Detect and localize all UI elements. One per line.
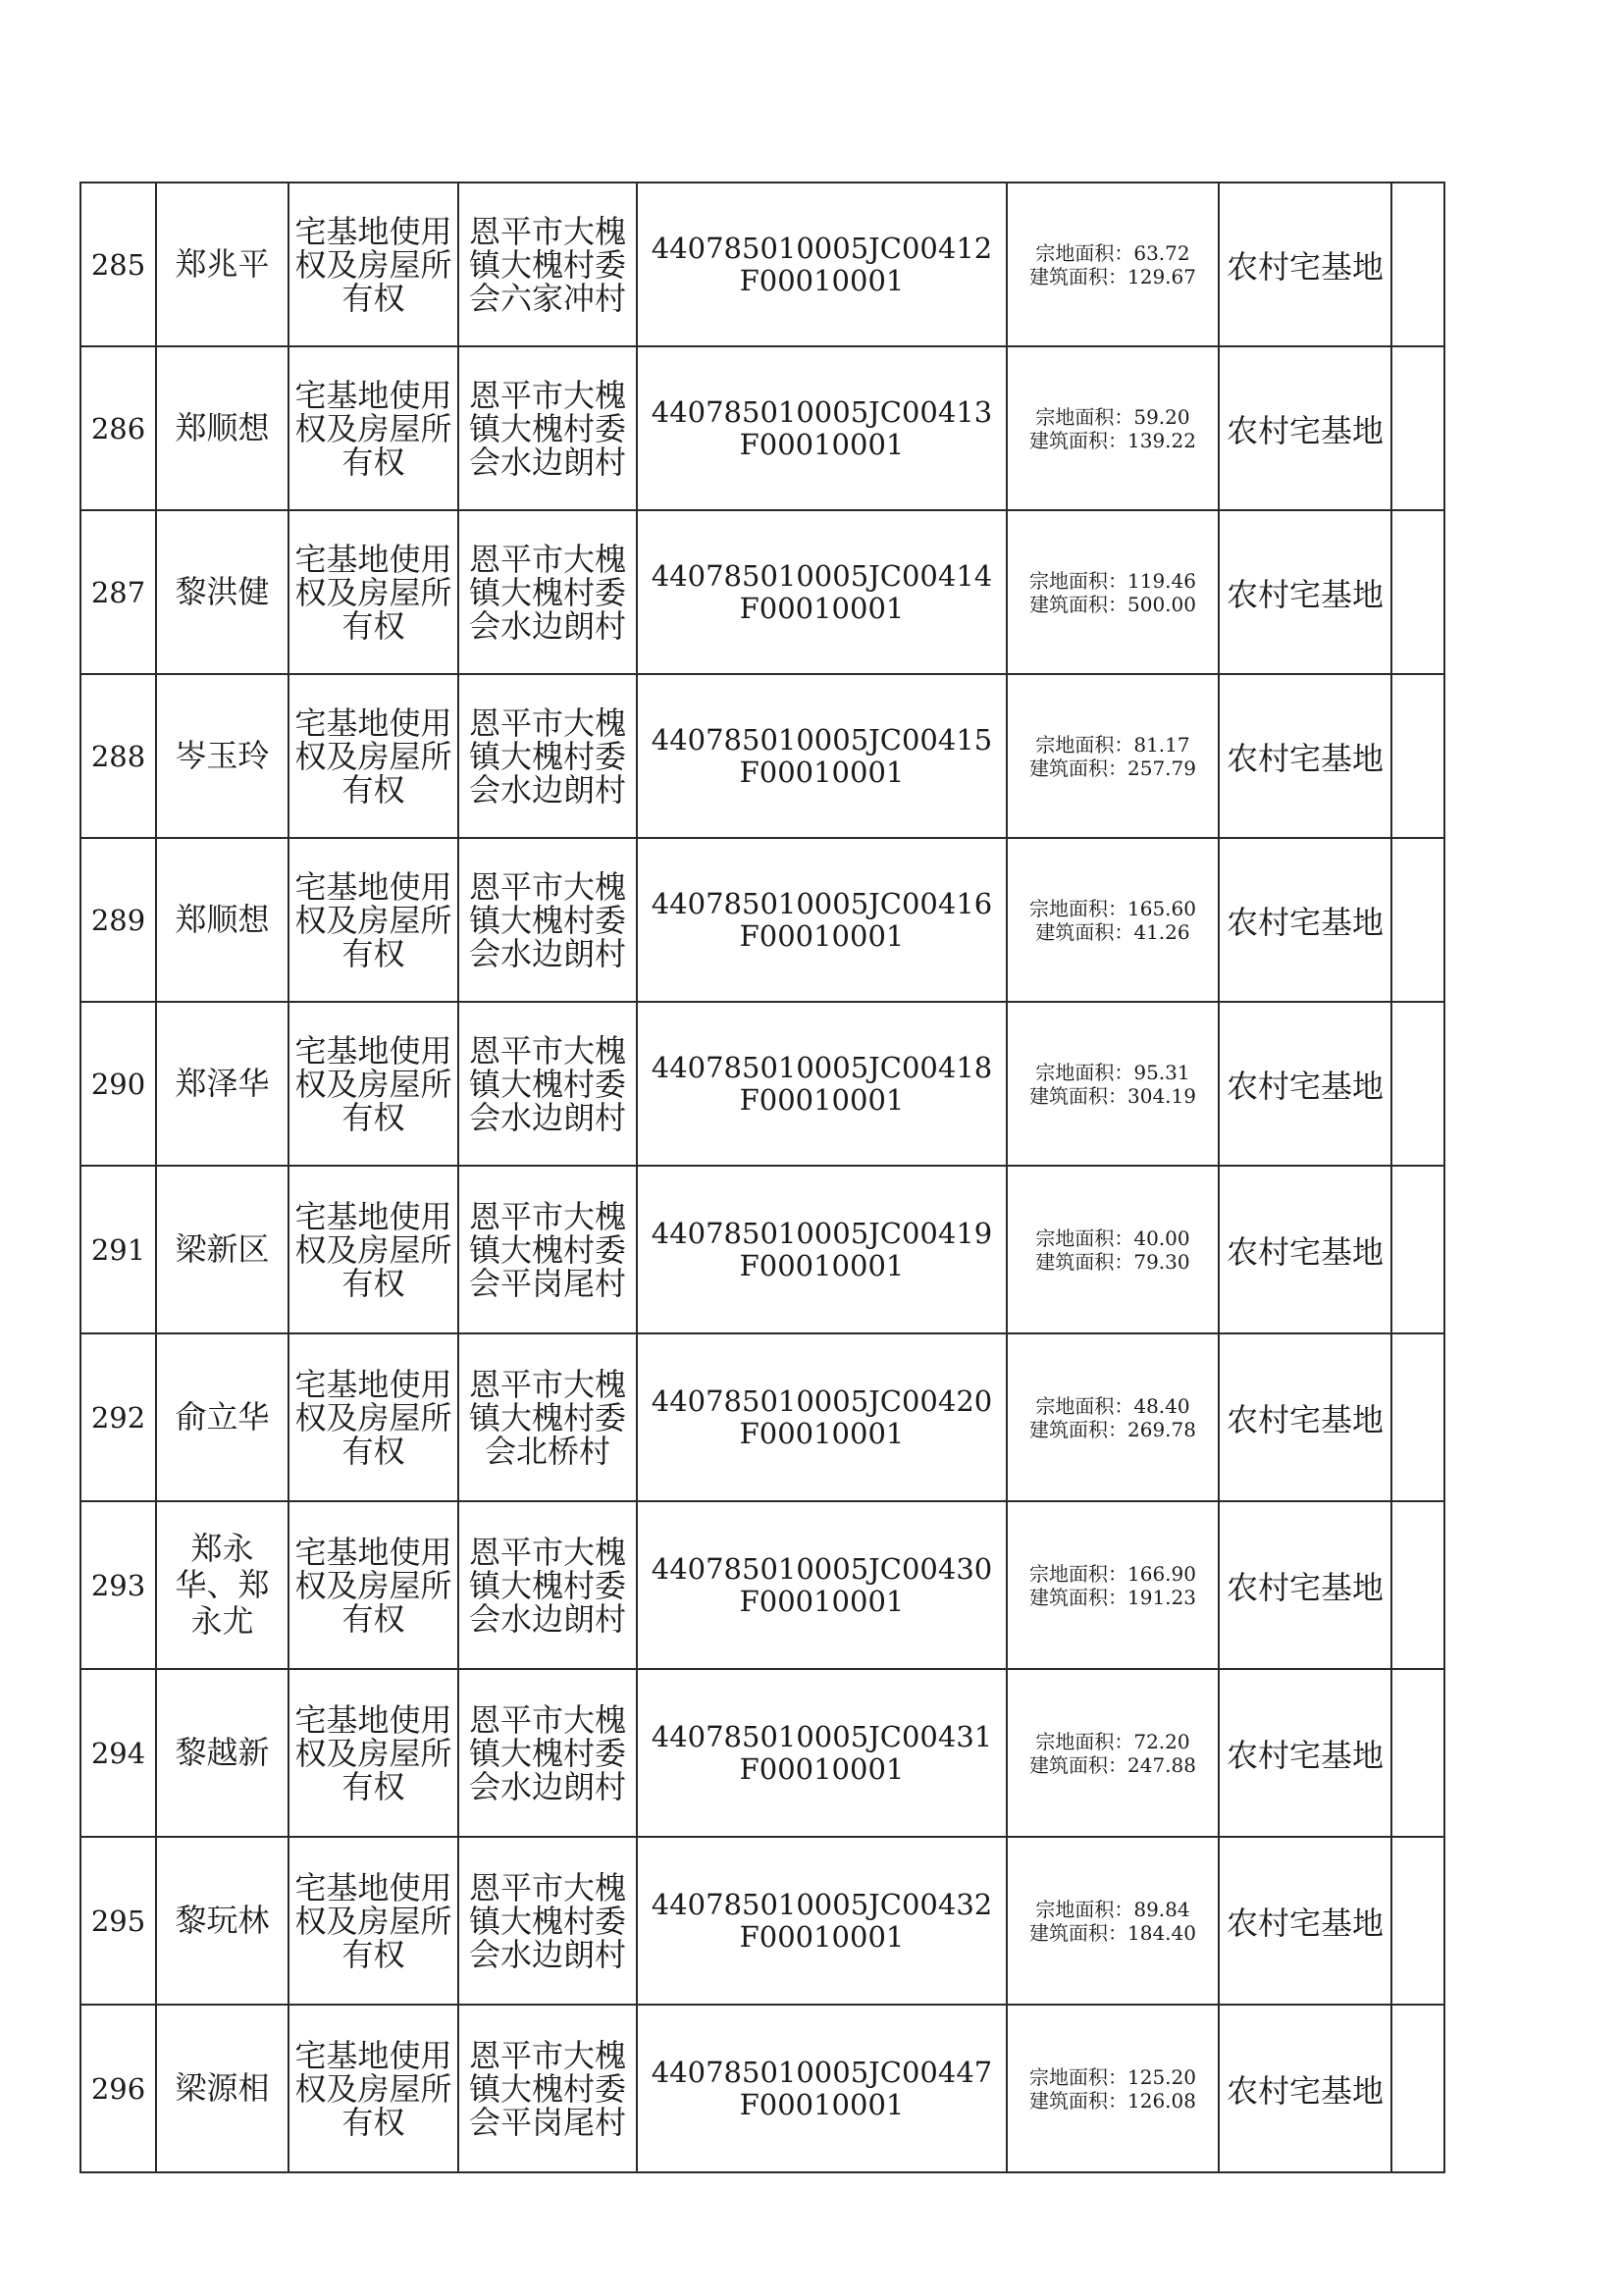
row-number: 295 [80, 1837, 156, 2005]
right-type: 宅基地使用权及房屋所有权 [288, 1669, 458, 1837]
table-row [80, 510, 1444, 674]
owner-name: 郑顺想 [156, 838, 288, 1002]
property-location: 恩平市大槐镇大槐村委会水边朗村 [458, 346, 637, 510]
table-row [80, 1166, 1444, 1333]
row-number: 294 [80, 1669, 156, 1837]
remarks-cell [1391, 510, 1444, 674]
building-area: 建筑面积：79.30 [1035, 1249, 1190, 1274]
row-number: 292 [80, 1333, 156, 1501]
land-use: 农村宅基地 [1219, 1002, 1391, 1166]
land-area: 宗地面积：125.20 [1029, 2064, 1196, 2089]
building-area: 建筑面积：269.78 [1029, 1417, 1196, 1441]
remarks-cell [1391, 183, 1444, 346]
row-number: 287 [80, 510, 156, 674]
right-type: 宅基地使用权及房屋所有权 [288, 1501, 458, 1669]
land-use: 农村宅基地 [1219, 1501, 1391, 1669]
area-cell [1007, 1166, 1219, 1333]
land-area: 宗地面积：166.90 [1029, 1561, 1196, 1586]
row-number: 286 [80, 346, 156, 510]
property-location: 恩平市大槐镇大槐村委会水边朗村 [458, 1837, 637, 2005]
right-type: 宅基地使用权及房屋所有权 [288, 183, 458, 346]
building-area: 建筑面积：129.67 [1029, 264, 1196, 288]
owner-name: 梁源相 [156, 2005, 288, 2172]
property-location: 恩平市大槐镇大槐村委会平岗尾村 [458, 1166, 637, 1333]
unit-code: 440785010005JC00447F00010001 [637, 2005, 1007, 2172]
land-use: 农村宅基地 [1219, 674, 1391, 838]
owner-name: 郑兆平 [156, 183, 288, 346]
right-type: 宅基地使用权及房屋所有权 [288, 2005, 458, 2172]
table-row [80, 1002, 1444, 1166]
land-use: 农村宅基地 [1219, 1333, 1391, 1501]
unit-code: 440785010005JC00419F00010001 [637, 1166, 1007, 1333]
table-row [80, 674, 1444, 838]
land-area: 宗地面积：40.00 [1035, 1226, 1190, 1250]
unit-code: 440785010005JC00412F00010001 [637, 183, 1007, 346]
building-area: 建筑面积：139.22 [1029, 428, 1196, 452]
table-row [80, 346, 1444, 510]
right-type: 宅基地使用权及房屋所有权 [288, 510, 458, 674]
owner-name: 郑泽华 [156, 1002, 288, 1166]
land-area: 宗地面积：72.20 [1035, 1729, 1190, 1753]
table-row [80, 1333, 1444, 1501]
remarks-cell [1391, 1669, 1444, 1837]
building-area: 建筑面积：126.08 [1029, 2088, 1196, 2113]
building-area: 建筑面积：41.26 [1035, 919, 1190, 944]
property-location: 恩平市大槐镇大槐村委会北桥村 [458, 1333, 637, 1501]
table-row [80, 183, 1444, 346]
right-type: 宅基地使用权及房屋所有权 [288, 674, 458, 838]
land-area: 宗地面积：59.20 [1035, 404, 1190, 429]
area-cell [1007, 1669, 1219, 1837]
land-area: 宗地面积：165.60 [1029, 896, 1196, 920]
land-use: 农村宅基地 [1219, 1166, 1391, 1333]
property-location: 恩平市大槐镇大槐村委会水边朗村 [458, 1002, 637, 1166]
area-cell [1007, 2005, 1219, 2172]
unit-code: 440785010005JC00432F00010001 [637, 1837, 1007, 2005]
unit-code: 440785010005JC00418F00010001 [637, 1002, 1007, 1166]
building-area: 建筑面积：304.19 [1029, 1083, 1196, 1108]
table-row [80, 1669, 1444, 1837]
remarks-cell [1391, 1333, 1444, 1501]
unit-code: 440785010005JC00420F00010001 [637, 1333, 1007, 1501]
land-area: 宗地面积：63.72 [1035, 240, 1190, 265]
remarks-cell [1391, 1002, 1444, 1166]
remarks-cell [1391, 1166, 1444, 1333]
land-area: 宗地面积：81.17 [1035, 732, 1190, 757]
property-location: 恩平市大槐镇大槐村委会平岗尾村 [458, 2005, 637, 2172]
table-row [80, 1501, 1444, 1669]
property-location: 恩平市大槐镇大槐村委会六家冲村 [458, 183, 637, 346]
building-area: 建筑面积：191.23 [1029, 1585, 1196, 1609]
area-cell [1007, 510, 1219, 674]
area-cell [1007, 1837, 1219, 2005]
owner-name: 俞立华 [156, 1333, 288, 1501]
area-cell [1007, 1501, 1219, 1669]
registration-table [79, 182, 1445, 2173]
right-type: 宅基地使用权及房屋所有权 [288, 1002, 458, 1166]
right-type: 宅基地使用权及房屋所有权 [288, 1166, 458, 1333]
row-number: 296 [80, 2005, 156, 2172]
unit-code: 440785010005JC00413F00010001 [637, 346, 1007, 510]
remarks-cell [1391, 2005, 1444, 2172]
land-area: 宗地面积：119.46 [1029, 568, 1196, 593]
table-row [80, 2005, 1444, 2172]
owner-name: 梁新区 [156, 1166, 288, 1333]
land-use: 农村宅基地 [1219, 346, 1391, 510]
owner-name: 郑顺想 [156, 346, 288, 510]
row-number: 291 [80, 1166, 156, 1333]
owner-name: 黎玩林 [156, 1837, 288, 2005]
area-cell [1007, 674, 1219, 838]
land-area: 宗地面积：95.31 [1035, 1060, 1190, 1084]
table-row [80, 838, 1444, 1002]
land-use: 农村宅基地 [1219, 1837, 1391, 2005]
land-area: 宗地面积：48.40 [1035, 1393, 1190, 1418]
area-cell [1007, 346, 1219, 510]
remarks-cell [1391, 1837, 1444, 2005]
owner-name: 黎越新 [156, 1669, 288, 1837]
area-cell [1007, 838, 1219, 1002]
unit-code: 440785010005JC00430F00010001 [637, 1501, 1007, 1669]
land-area: 宗地面积：89.84 [1035, 1897, 1190, 1921]
remarks-cell [1391, 838, 1444, 1002]
land-use: 农村宅基地 [1219, 2005, 1391, 2172]
unit-code: 440785010005JC00431F00010001 [637, 1669, 1007, 1837]
property-location: 恩平市大槐镇大槐村委会水边朗村 [458, 838, 637, 1002]
area-cell [1007, 183, 1219, 346]
building-area: 建筑面积：257.79 [1029, 756, 1196, 780]
area-cell [1007, 1002, 1219, 1166]
table-row [80, 1837, 1444, 2005]
owner-name: 岑玉玲 [156, 674, 288, 838]
unit-code: 440785010005JC00415F00010001 [637, 674, 1007, 838]
row-number: 288 [80, 674, 156, 838]
right-type: 宅基地使用权及房屋所有权 [288, 1837, 458, 2005]
land-use: 农村宅基地 [1219, 183, 1391, 346]
property-location: 恩平市大槐镇大槐村委会水边朗村 [458, 510, 637, 674]
remarks-cell [1391, 674, 1444, 838]
land-use: 农村宅基地 [1219, 510, 1391, 674]
land-use: 农村宅基地 [1219, 1669, 1391, 1837]
row-number: 293 [80, 1501, 156, 1669]
property-location: 恩平市大槐镇大槐村委会水边朗村 [458, 1669, 637, 1837]
building-area: 建筑面积：184.40 [1029, 1920, 1196, 1945]
land-use: 农村宅基地 [1219, 838, 1391, 1002]
unit-code: 440785010005JC00416F00010001 [637, 838, 1007, 1002]
right-type: 宅基地使用权及房屋所有权 [288, 346, 458, 510]
row-number: 285 [80, 183, 156, 346]
remarks-cell [1391, 1501, 1444, 1669]
building-area: 建筑面积：247.88 [1029, 1752, 1196, 1777]
building-area: 建筑面积：500.00 [1029, 592, 1196, 616]
right-type: 宅基地使用权及房屋所有权 [288, 1333, 458, 1501]
unit-code: 440785010005JC00414F00010001 [637, 510, 1007, 674]
property-location: 恩平市大槐镇大槐村委会水边朗村 [458, 1501, 637, 1669]
area-cell [1007, 1333, 1219, 1501]
owner-name: 黎洪健 [156, 510, 288, 674]
remarks-cell [1391, 346, 1444, 510]
row-number: 290 [80, 1002, 156, 1166]
right-type: 宅基地使用权及房屋所有权 [288, 838, 458, 1002]
owner-name: 郑永华、郑永尤 [156, 1501, 288, 1669]
row-number: 289 [80, 838, 156, 1002]
property-location: 恩平市大槐镇大槐村委会水边朗村 [458, 674, 637, 838]
